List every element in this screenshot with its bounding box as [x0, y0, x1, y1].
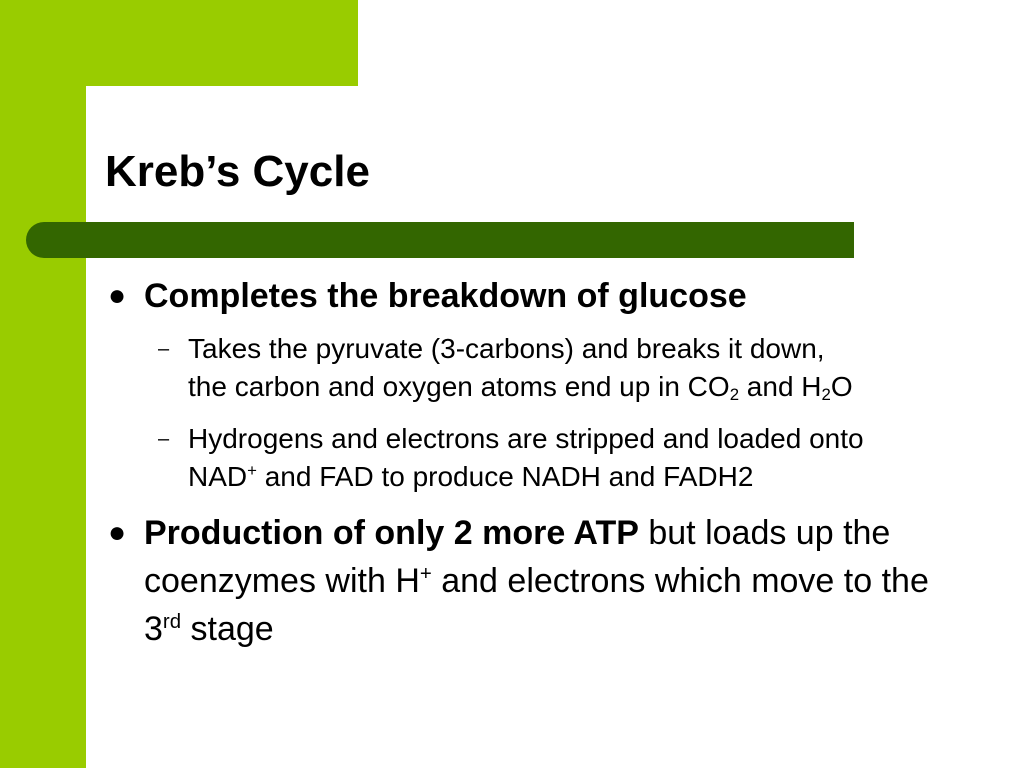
- subbullet-dash: –: [158, 338, 170, 360]
- subbullet-1-text: [188, 330, 853, 406]
- green-top-band: [0, 0, 358, 86]
- subbullet-1-line1: Takes the pyruvate (3-carbons) and breaks it down,: [188, 333, 825, 364]
- bullet-2-bold: Production of only 2 more ATP: [144, 514, 639, 552]
- subbullet-1-line2: the carbon and oxygen atoms end up in $CO_2$ and $H_2O$: [188, 371, 853, 405]
- bullet-dot: ●: [108, 516, 127, 549]
- slide-title: Kreb’s Cycle: [105, 147, 370, 196]
- subbullet-2-line1: Hydrogens and electrons are stripped and loaded onto: [188, 423, 864, 454]
- bullet-1-text: Completes the breakdown of glucose: [144, 277, 747, 315]
- subbullet-2-text: [188, 420, 864, 496]
- title-underline-bar: [26, 222, 854, 258]
- subbullet-2-line2: NAD+ and FAD to produce NADH and FADH2: [188, 460, 754, 492]
- green-left-band: [0, 0, 86, 768]
- subbullet-dash: –: [158, 428, 170, 450]
- bullet-dot: ●: [108, 279, 127, 312]
- bullet-2-text: Production of only 2 more ATP but loads up the coenzymes with H+ and electrons which move to the 3rd stage: [144, 514, 929, 648]
